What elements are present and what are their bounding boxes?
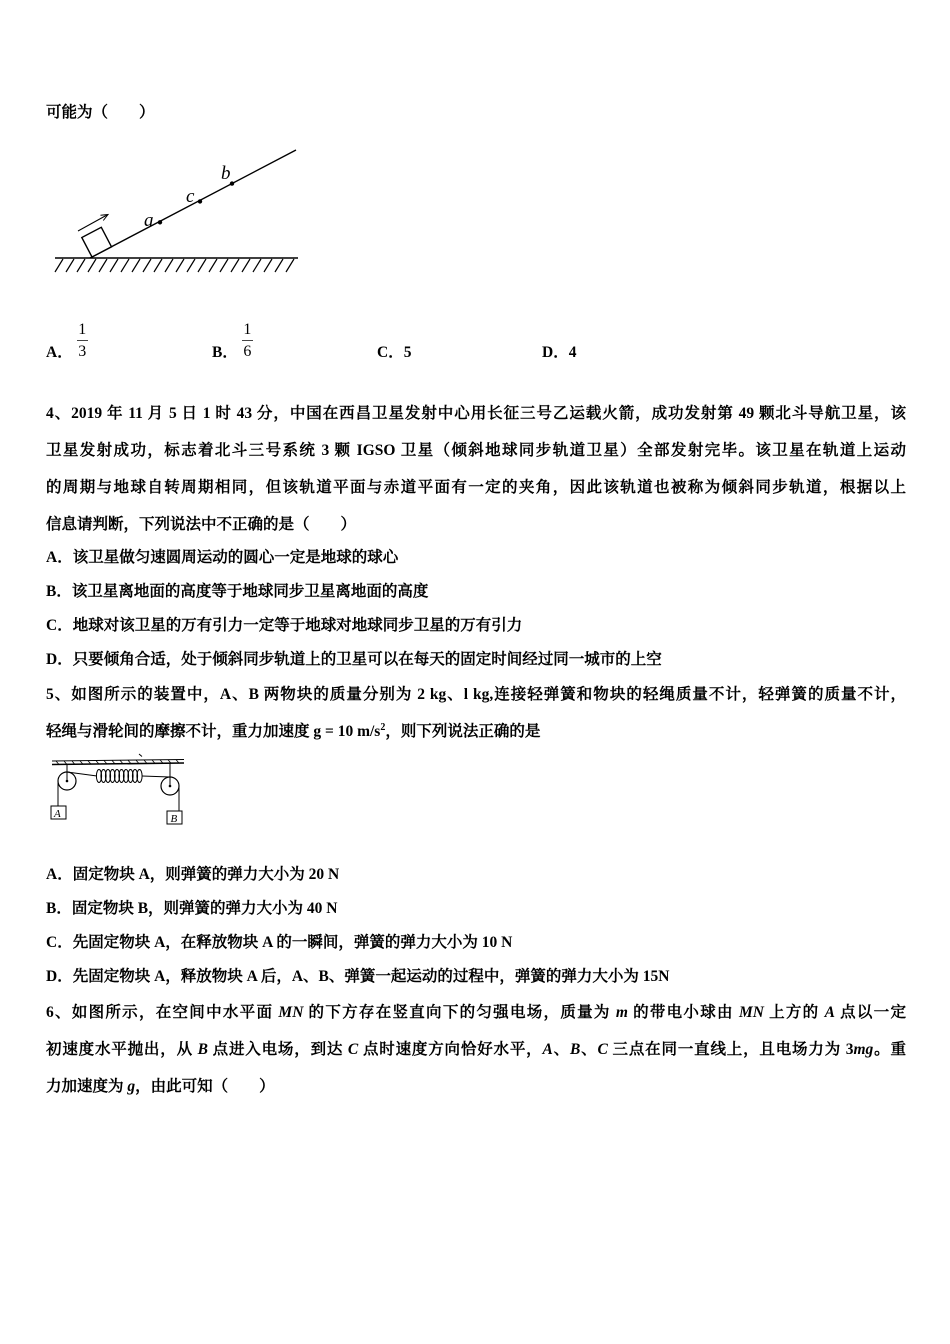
q6-stem-line — [46, 1068, 906, 1105]
q3-option-c — [377, 342, 411, 364]
text-run: ，由此可知（ ） — [135, 1078, 275, 1095]
option-value: 4 — [568, 344, 577, 361]
italic-symbol: m — [615, 1004, 628, 1021]
option-letter: A． — [46, 344, 73, 361]
text-run: 、 — [580, 1041, 598, 1058]
q4-options — [46, 541, 906, 677]
q6-stem — [46, 994, 906, 1105]
italic-symbol: MN — [738, 1004, 764, 1021]
text-run: 的下方存在竖直向下的匀强电场，质量为 — [303, 1004, 616, 1021]
q5-options — [46, 858, 906, 994]
point-c — [198, 199, 202, 203]
text-run: 三点在同一直线上，且电场力为 — [607, 1041, 846, 1058]
q3-options — [46, 318, 766, 364]
q5-option-d: D．先固定物块 A，释放物块 A 后，A、B、弹簧一起运动的过程中，弹簧的弹力大小为 15N — [46, 968, 670, 985]
block — [82, 227, 112, 257]
text-run: ，则下列说法正确的是 — [385, 723, 541, 740]
q6-stem-line — [46, 994, 906, 1031]
q5-stem-line: 5、如图所示的装置中，A、B 两物块的质量分别为 2 kg、l kg,连接轻弹簧和物块的轻绳质量不计，轻弹簧的质量不计， — [46, 686, 906, 703]
italic-symbol: C — [347, 1041, 359, 1058]
right-rope-horizontal — [142, 776, 170, 777]
block-a-label: A — [54, 808, 61, 820]
q4-stem-line: 信息请判断，下列说法中不正确的是（ ） — [46, 516, 357, 533]
italic-symbol: A — [824, 1004, 835, 1021]
top-mark — [139, 754, 142, 757]
option-letter: C． — [377, 344, 404, 361]
left-rope-horizontal — [67, 772, 97, 776]
text-run: 轻绳与滑轮间的摩擦不计，重力加速度 g = 10 m/s — [46, 723, 381, 740]
q4-option-d: D．只要倾角合适，处于倾斜同步轨道上的卫星可以在每天的固定时间经过同一城市的上空 — [46, 651, 662, 668]
text-run: 3 — [845, 1041, 854, 1058]
q3-option-a — [46, 320, 88, 364]
right-pulley-axle — [169, 785, 172, 788]
q6-stem-line — [46, 1031, 906, 1068]
italic-symbol: B — [569, 1041, 581, 1058]
text-run: 力加速度为 — [46, 1078, 128, 1095]
label-b: b — [221, 163, 231, 184]
q4-option-b: B．该卫星离地面的高度等于地球同步卫星离地面的高度 — [46, 583, 429, 600]
ceiling-line — [52, 763, 184, 765]
spring — [96, 770, 142, 783]
fraction — [242, 320, 253, 363]
text-run: 点进入电场，到达 — [207, 1041, 348, 1058]
block-b-label: B — [170, 813, 178, 825]
label-c: c — [186, 186, 195, 207]
q4-stem-line: 的周期与地球自转周期相同，但该轨道平面与赤道平面有一定的夹角，因此该轨道也被称为倾斜同步轨道，根据以上 — [46, 479, 906, 496]
incline-figure — [40, 135, 310, 285]
q3-stem-tail: 可能为（ ） — [46, 104, 155, 121]
italic-symbol: B — [197, 1041, 208, 1058]
italic-symbol: mg — [853, 1041, 874, 1058]
text-run: 点时速度方向恰好水平， — [358, 1041, 543, 1058]
italic-symbol: g — [127, 1078, 136, 1095]
q4-stem-line: 4、2019 年 11 月 5 日 1 时 43 分，中国在西昌卫星发射中心用长征三号乙运载火箭，成功发射第 49 颗北斗导航卫星，该 — [46, 405, 906, 422]
text-run: 。重 — [873, 1041, 906, 1058]
label-a: a — [144, 210, 154, 231]
text-run: 的带电小球由 — [627, 1004, 739, 1021]
text-run: 、 — [552, 1041, 570, 1058]
denominator: 3 — [78, 343, 87, 360]
ceiling-line-upper — [52, 760, 184, 762]
q4-stem-line: 卫星发射成功，标志着北斗三号系统 3 颗 IGSO 卫星（倾斜地球同步轨道卫星）全部发射完毕。该卫星在轨道上运动 — [46, 442, 906, 459]
ground-hatch — [55, 259, 294, 272]
option-letter: D． — [542, 344, 569, 361]
q5-option-b: B．固定物块 B，则弹簧的弹力大小为 40 N — [46, 900, 338, 917]
italic-symbol: MN — [278, 1004, 304, 1021]
q5-option-c: C．先固定物块 A，在释放物块 A 的一瞬间，弹簧的弹力大小为 10 N — [46, 934, 513, 951]
fraction — [77, 320, 88, 363]
q4-option-c: C．地球对该卫星的万有引力一定等于地球对地球同步卫星的万有引力 — [46, 617, 523, 634]
denominator: 6 — [243, 343, 252, 360]
q4-stem — [46, 395, 906, 543]
option-letter: B． — [212, 344, 238, 361]
italic-symbol: C — [597, 1041, 608, 1058]
q4-option-a: A．该卫星做匀速圆周运动的圆心一定是地球的球心 — [46, 549, 399, 566]
text-run: 6、如图所示，在空间中水平面 — [46, 1004, 279, 1021]
q5-stem-line — [46, 713, 906, 750]
italic-symbol: A — [542, 1041, 553, 1058]
numerator: 1 — [78, 321, 87, 338]
option-value: 5 — [403, 344, 412, 361]
text-run: 初速度水平抛出，从 — [46, 1041, 198, 1058]
numerator: 1 — [243, 321, 252, 338]
superscript: 2 — [380, 721, 386, 733]
text-run: 上方的 — [763, 1004, 825, 1021]
q5-option-a: A．固定物块 A，则弹簧的弹力大小为 20 N — [46, 866, 340, 883]
q3-option-b — [212, 320, 253, 364]
q3-option-d — [542, 342, 576, 364]
spring-pulley-figure — [45, 748, 190, 833]
left-pulley-axle — [66, 780, 69, 783]
point-a — [158, 220, 162, 224]
q5-stem — [46, 676, 906, 750]
text-run: 点以一定 — [834, 1004, 906, 1021]
